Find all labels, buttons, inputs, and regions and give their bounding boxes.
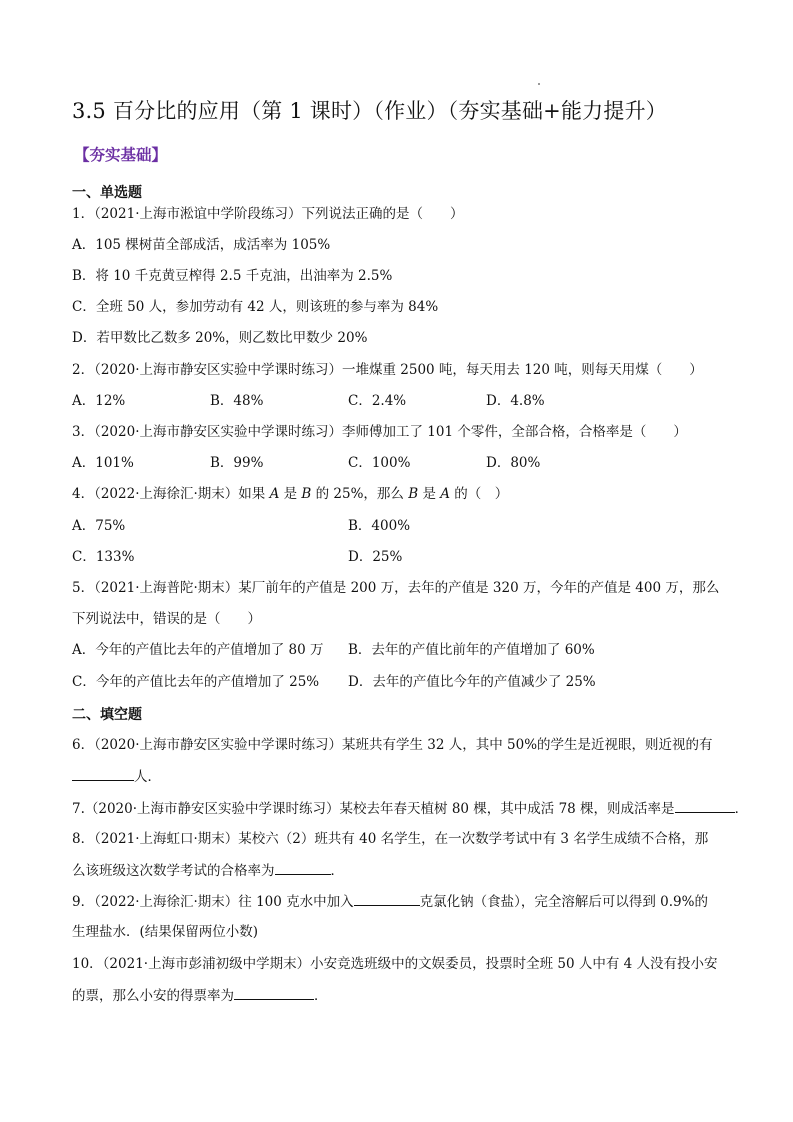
q7-answer-blank[interactable] [675, 798, 735, 813]
q8-line2-pre: 么该班级这次数学考试的合格率为 [72, 863, 275, 879]
q5-stem-line2: 下列说法中，错误的是（ ） [72, 611, 261, 627]
q8-answer-blank[interactable] [275, 860, 331, 875]
q6-line2-post: 人． [134, 769, 161, 785]
section-tag-basic: 【夯实基础】 [74, 145, 168, 164]
heading-single-choice: 一、单选题 [72, 185, 142, 201]
heading-fill-blank: 二、填空题 [72, 707, 142, 723]
q10-answer-blank[interactable] [234, 985, 314, 1000]
q4-stem-post: 的（ ） [450, 486, 509, 502]
q9-line1-pre: 9．（2022·上海徐汇·期末）往 100 克水中加入 [72, 894, 354, 910]
q1-stem: 1．（2021·上海市淞谊中学阶段练习）下列说法正确的是（ ） [72, 206, 464, 222]
q6-answer-blank[interactable] [72, 766, 134, 781]
q8-line2-post: ． [330, 863, 344, 879]
q4-option-c: C．133% [72, 549, 135, 565]
q5-option-b: B．去年的产值比前年的产值增加了 60% [348, 642, 595, 658]
q4-stem-mid1: 是 [279, 486, 302, 502]
q2-option-b: B．48% [210, 393, 264, 409]
q2-option-c: C．2.4% [348, 393, 407, 409]
q5-stem-line1: 5．（2021·上海普陀·期末）某厂前年的产值是 200 万，去年的产值是 320 万，今年的产值是 400 万，那么 [72, 580, 720, 596]
q2-option-d: D．4.8% [486, 393, 545, 409]
q8-line2 [72, 860, 344, 881]
q3-option-b: B．99% [210, 455, 264, 471]
page-title: 3.5 百分比的应用（第 1 课时）（作业）（夯实基础+能力提升） [72, 99, 667, 123]
q9-line1 [72, 891, 708, 912]
q3-option-c: C．100% [348, 455, 411, 471]
q4-var-b: B [301, 486, 312, 502]
q10-line2 [72, 985, 328, 1006]
scan-dot [538, 83, 540, 85]
q1-option-d: D．若甲数比乙数多 20%，则乙数比甲数少 20% [72, 330, 368, 346]
q1-option-c: C．全班 50 人，参加劳动有 42 人，则该班的参与率为 84% [72, 299, 439, 315]
q3-option-a: A．101% [72, 455, 134, 471]
q7-post: ． [734, 801, 749, 817]
q4-option-a: A．75% [72, 518, 126, 534]
q4-stem [72, 484, 508, 504]
q4-var-b2: B [408, 486, 419, 502]
q9-answer-blank[interactable] [354, 891, 420, 906]
q5-option-d: D．去年的产值比今年的产值减少了 25% [348, 674, 596, 690]
q3-stem: 3．（2020·上海市静安区实验中学课时练习）李师傅加工了 101 个零件，全部合格，合格率是（ ） [72, 424, 687, 440]
q2-stem: 2．（2020·上海市静安区实验中学课时练习）一堆煤重 2500 吨，每天用去 120 吨，则每天用煤（ ） [72, 362, 703, 378]
q6-line1: 6．（2020·上海市静安区实验中学课时练习）某班共有学生 32 人，其中 50%的学生是近视眼，则近视的有 [72, 737, 713, 753]
q4-stem-pre: 4．（2022·上海徐汇·期末）如果 [72, 486, 270, 502]
q2-option-a: A．12% [72, 393, 126, 409]
q3-option-d: D．80% [486, 455, 541, 471]
q4-option-b: B．400% [348, 518, 411, 534]
q4-stem-mid2: 的 25%，那么 [311, 486, 409, 502]
q4-option-d: D．25% [348, 549, 403, 565]
q8-line1: 8．（2021·上海虹口·期末）某校六（2）班共有 40 名学生，在一次数学考试中有 3 名学生成绩不合格，那 [72, 831, 709, 847]
q10-line2-post: ． [314, 988, 328, 1004]
q4-stem-mid3: 是 [418, 486, 441, 502]
q9-line2: 生理盐水．(结果保留两位小数) [72, 924, 259, 940]
q1-option-b: B．将 10 千克黄豆榨得 2.5 千克油，出油率为 2.5% [72, 268, 393, 284]
q10-line1: 10．（2021·上海市彭浦初级中学期末）小安竞选班级中的文娱委员，投票时全班 50 人中有 4 人没有投小安 [72, 956, 718, 972]
q1-option-a: A．105 棵树苗全部成活，成活率为 105% [72, 237, 331, 253]
q4-var-a2: A [440, 486, 450, 502]
q7-text: 7.（2020·上海市静安区实验中学课时练习）某校去年春天植树 80 棵，其中成活 78 棵，则成活率是 [72, 801, 675, 817]
q6-line2 [72, 766, 161, 787]
q9-line1-post: 克氯化钠（食盐），完全溶解后可以得到 0.9%的 [419, 894, 708, 910]
q7-line [72, 798, 748, 819]
q5-option-c: C．今年的产值比去年的产值增加了 25% [72, 674, 320, 690]
q5-option-a: A．今年的产值比去年的产值增加了 80 万 [72, 642, 324, 658]
q10-line2-pre: 的票，那么小安的得票率为 [72, 988, 234, 1004]
q4-var-a: A [269, 486, 280, 502]
